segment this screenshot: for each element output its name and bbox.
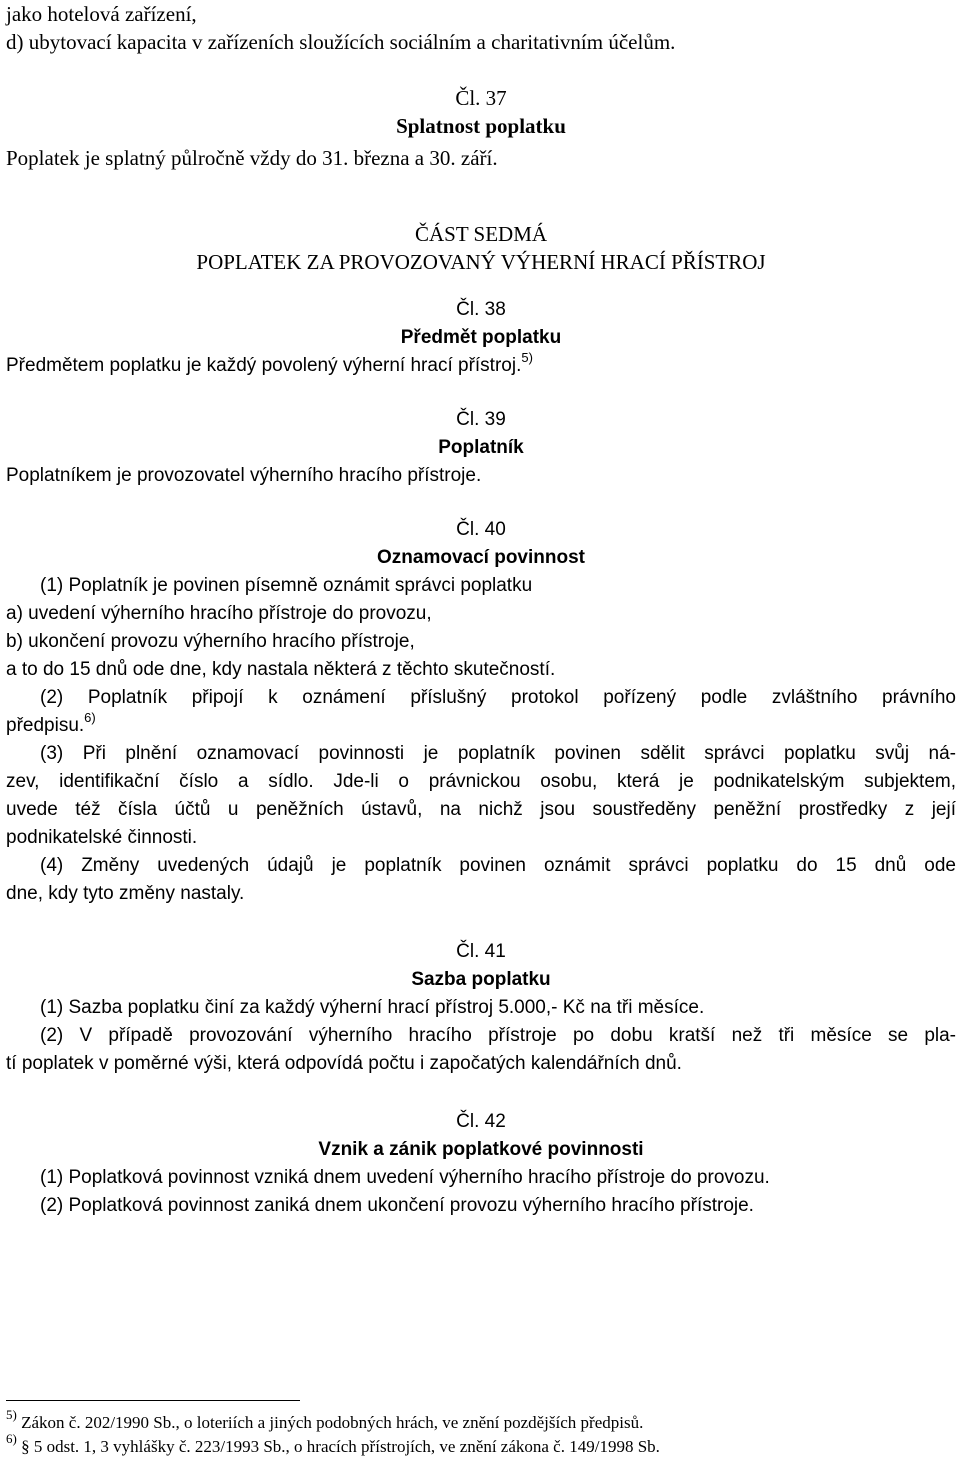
article-39-number: Čl. 39 xyxy=(456,409,506,430)
footnote-mark: 6) xyxy=(6,1431,17,1446)
footnote-divider xyxy=(6,1400,300,1401)
article-40-para-4: (4) Změny uvedených údajů je poplatník povinen oznámit správci poplatku do 15 dnů ode xyxy=(40,855,956,876)
article-40-item-b: b) ukončení provozu výherního hracího přístroje, xyxy=(6,631,415,652)
footnote-ref-6: 6) xyxy=(84,710,96,725)
article-40-para-2: (2) Poplatník připojí k oznámení příslušný protokol pořízený podle zvláštního právního xyxy=(40,687,956,708)
article-41-para-1: (1) Sazba poplatku činí za každý výherní hrací přístroj 5.000,- Kč na tři měsíce. xyxy=(40,997,705,1018)
article-40-number: Čl. 40 xyxy=(456,519,506,540)
article-38-text: Předmětem poplatku je každý povolený výherní hrací přístroj.$^{5)}$ xyxy=(6,350,533,376)
footnote-ref-5: 5) xyxy=(521,350,533,365)
article-42-title: Vznik a zánik poplatkové povinnosti xyxy=(318,1139,644,1160)
article-37-title: Splatnost poplatku xyxy=(396,114,566,138)
text-line: jako hotelová zařízení, xyxy=(6,2,197,26)
article-40-para-4-end: dne, kdy tyto změny nastaly. xyxy=(6,883,245,904)
article-42-para-2: (2) Poplatková povinnost zaniká dnem ukončení provozu výherního hracího přístroje. xyxy=(40,1195,754,1216)
footnote-5: $^{5)}$ Zákon č. 202/1990 Sb., o loteriích a jiných podobných hrách, ve znění pozdějších předpisů. xyxy=(6,1407,644,1432)
part-number: ČÁST SEDMÁ xyxy=(414,222,548,246)
article-39-title: Poplatník xyxy=(438,437,524,458)
article-40-closing: a to do 15 dnů ode dne, kdy nastala některá z těchto skutečností. xyxy=(6,659,556,680)
article-41-number: Čl. 41 xyxy=(456,941,506,962)
article-40-item-a: a) uvedení výherního hracího přístroje do provozu, xyxy=(6,603,432,624)
document-page xyxy=(6,0,956,1220)
article-37-text: Poplatek je splatný půlročně vždy do 31. března a 30. září. xyxy=(6,146,498,170)
article-39-text: Poplatníkem je provozovatel výherního hracího přístroje. xyxy=(6,465,482,486)
article-40-title: Oznamovací povinnost xyxy=(377,547,585,568)
part-title: POPLATEK ZA PROVOZOVANÝ VÝHERNÍ HRACÍ PŘÍSTROJ xyxy=(196,250,766,274)
article-40-para-3-cont: zev, identifikační číslo a sídlo. Jde-li o právnickou osobu, která je podnikatelským subjektem, xyxy=(6,771,956,792)
article-38-title: Předmět poplatku xyxy=(400,327,562,348)
article-41-title: Sazba poplatku xyxy=(411,969,551,990)
article-40-para-1: (1) Poplatník je povinen písemně oznámit správci poplatku xyxy=(40,575,533,596)
article-38-number: Čl. 38 xyxy=(456,299,506,320)
article-41-para-2-end: tí poplatek v poměrné výši, která odpovídá počtu i započatých kalendářních dnů. xyxy=(6,1053,682,1074)
article-40-para-3: (3) Při plnění oznamovací povinnosti je poplatník povinen sdělit správci poplatku svůj ná- xyxy=(40,743,956,764)
footnote-mark: 5) xyxy=(6,1407,17,1422)
article-40-para-3-end: podnikatelské činnosti. xyxy=(6,827,198,848)
article-40-para-2-cont: předpisu.$^{6)}$ xyxy=(6,710,96,736)
article-42-para-1: (1) Poplatková povinnost vzniká dnem uvedení výherního hracího přístroje do provozu. xyxy=(40,1167,770,1188)
article-42-number: Čl. 42 xyxy=(456,1111,506,1132)
article-40-para-3-cont: uvede též čísla účtů u peněžních ústavů, na nichž jsou soustředěny peněžní prostředky z její xyxy=(6,799,956,820)
footnote-6: $^{6)}$ § 5 odst. 1, 3 vyhlášky č. 223/1993 Sb., o hracích přístrojích, ve znění zákona č. 149/1998 Sb. xyxy=(6,1431,660,1456)
list-item-d: d) ubytovací kapacita v zařízeních sloužících sociálním a charitativním účelům. xyxy=(6,30,676,54)
article-41-para-2: (2) V případě provozování výherního hracího přístroje po dobu kratší než tři měsíce se pla- xyxy=(40,1025,956,1046)
article-37-number: Čl. 37 xyxy=(455,86,507,110)
